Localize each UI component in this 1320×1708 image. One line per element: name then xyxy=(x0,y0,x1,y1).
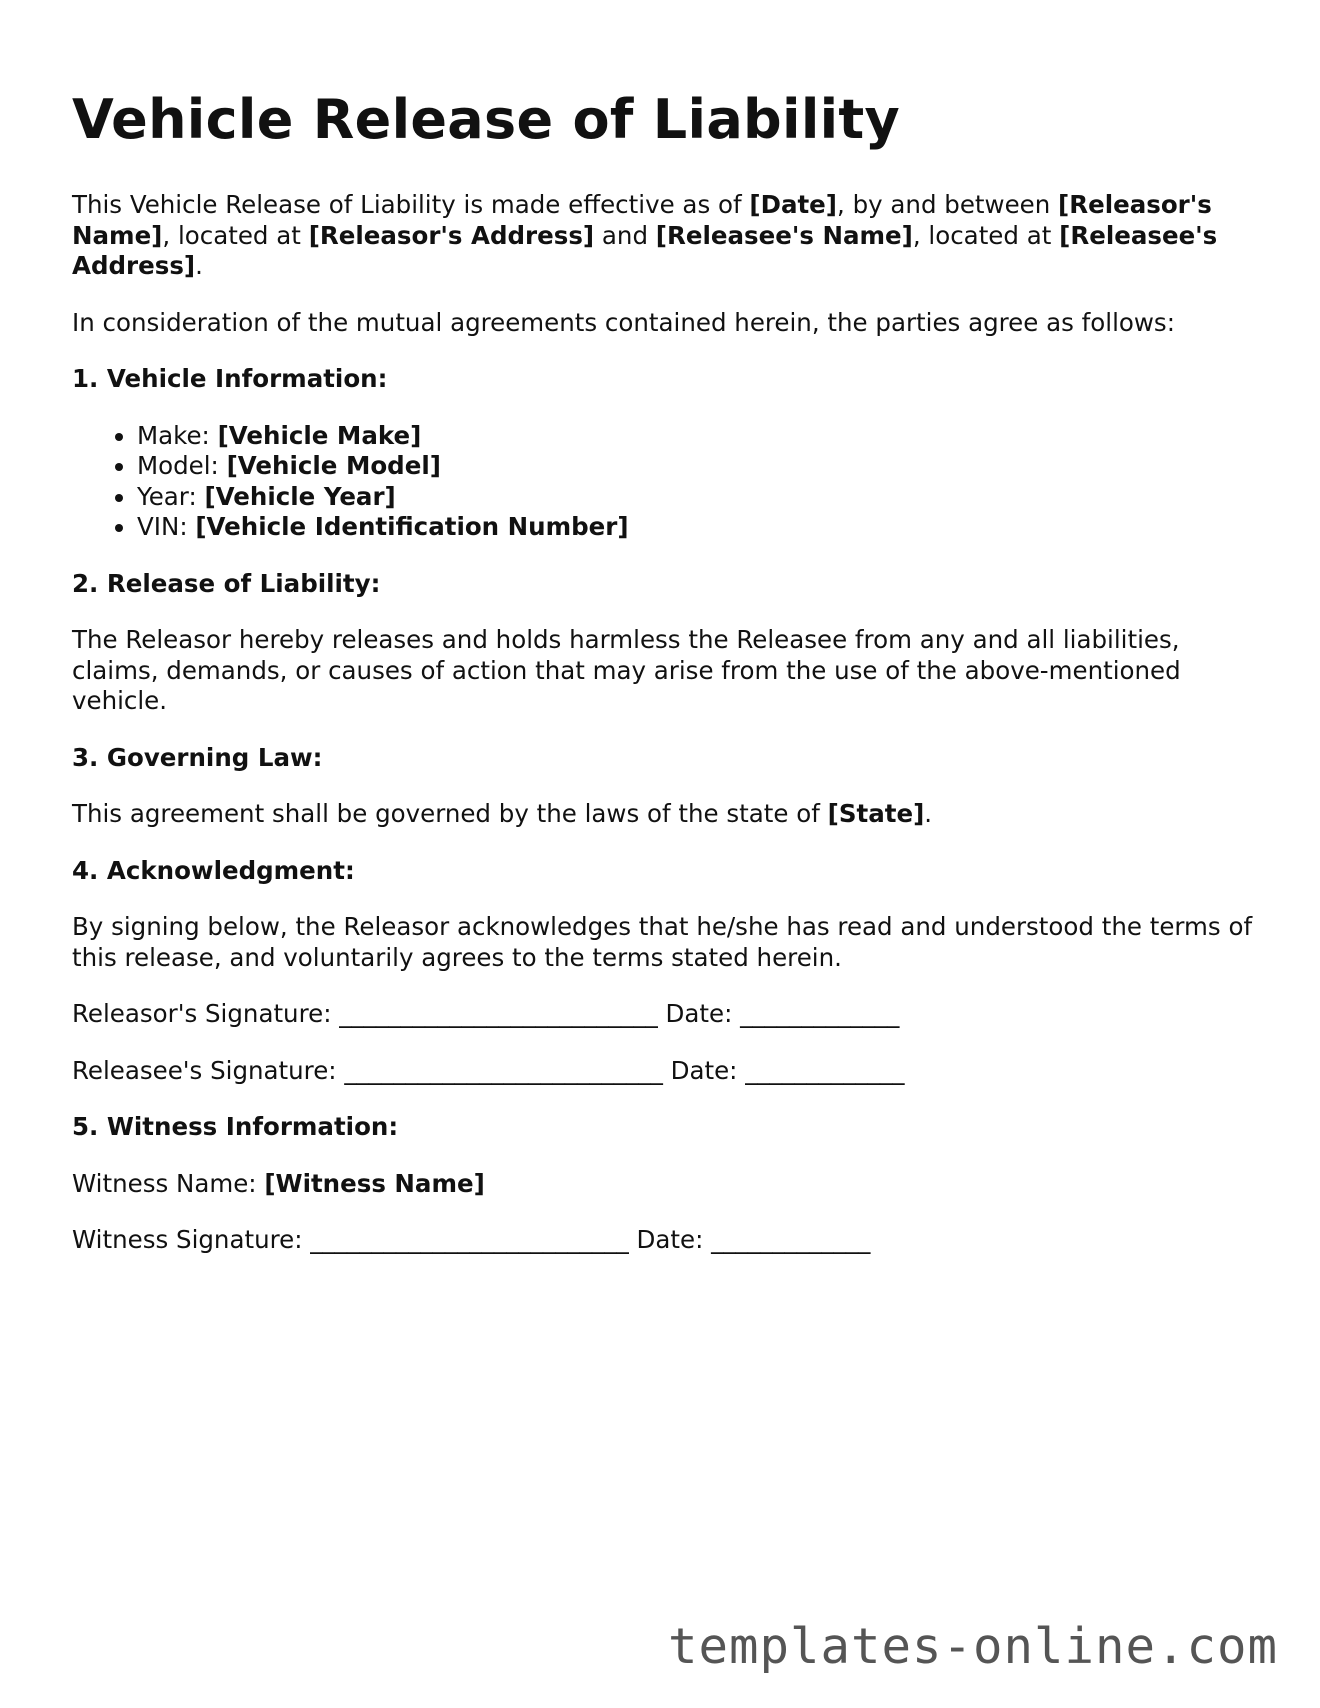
releasee-name-placeholder: [Releasee's Name] xyxy=(655,220,913,250)
release-paragraph: The Releasor hereby releases and holds harmless the Releasee from any and all liabilities, claims, demands, or causes of action that may arise from the use of the above-mentioned vehicle. xyxy=(72,625,1181,715)
governing-law-text: . xyxy=(924,799,933,828)
item-label: Model: xyxy=(137,451,227,480)
item-label: Year: xyxy=(137,481,205,511)
intro-text: . xyxy=(195,251,203,280)
consideration-paragraph: In consideration of the mutual agreements contained herein, the parties agree as follows: xyxy=(72,307,1175,337)
item-value: [Vehicle Year] xyxy=(204,481,396,511)
releasee-address-placeholder: [Releasee's Address] xyxy=(72,220,1218,280)
list-item xyxy=(137,421,1262,452)
intro-paragraph xyxy=(72,190,1262,282)
governing-law-paragraph xyxy=(72,799,1262,830)
vehicle-info-list xyxy=(72,421,1262,543)
witness-signature-line: Witness Signature: __________________________ Date: _____________ xyxy=(72,1225,871,1254)
releasor-name-placeholder: [Releasor's Name] xyxy=(72,190,1212,250)
intro-text: This Vehicle Release of Liability is made effective as of xyxy=(72,190,750,219)
list-item xyxy=(137,482,1262,513)
state-placeholder: [State] xyxy=(827,799,925,828)
document-page xyxy=(72,88,1262,1282)
item-value: [Vehicle Model] xyxy=(226,451,441,480)
item-value: [Vehicle Make] xyxy=(217,420,422,450)
releasee-signature-line: Releasee's Signature: __________________________ Date: _____________ xyxy=(72,1055,905,1085)
date-placeholder: [Date] xyxy=(749,190,837,219)
intro-text: and xyxy=(594,220,656,250)
governing-law-text: This agreement shall be governed by the laws of the state of xyxy=(72,799,828,828)
section-heading-acknowledgment: 4. Acknowledgment: xyxy=(72,855,355,885)
witness-name-line xyxy=(72,1169,1262,1200)
witness-name-label: Witness Name: xyxy=(72,1168,265,1198)
section-heading-governing-law: 3. Governing Law: xyxy=(72,742,323,772)
section-heading-witness-information: 5. Witness Information: xyxy=(72,1112,399,1141)
watermark: templates-online.com xyxy=(667,1618,1278,1675)
acknowledgment-paragraph: By signing below, the Releasor acknowledges that he/she has read and understood the terms of this release, and voluntarily agrees to the terms stated herein. xyxy=(72,912,1253,972)
item-label: VIN: xyxy=(137,512,196,541)
releasor-signature-line: Releasor's Signature: __________________________ Date: _____________ xyxy=(72,999,900,1028)
section-heading-vehicle-information: 1. Vehicle Information: xyxy=(72,364,388,393)
list-item xyxy=(137,512,1262,543)
item-value: [Vehicle Identification Number] xyxy=(195,512,629,541)
section-heading-release-of-liability: 2. Release of Liability: xyxy=(72,568,381,598)
witness-name-placeholder: [Witness Name] xyxy=(264,1168,485,1198)
document-title: Vehicle Release of Liability xyxy=(72,88,901,151)
intro-text: , by and between xyxy=(837,190,1059,219)
intro-text: , located at xyxy=(162,220,309,250)
list-item xyxy=(137,451,1262,482)
releasor-address-placeholder: [Releasor's Address] xyxy=(308,220,595,250)
item-label: Make: xyxy=(137,420,218,450)
intro-text: , located at xyxy=(912,220,1060,250)
